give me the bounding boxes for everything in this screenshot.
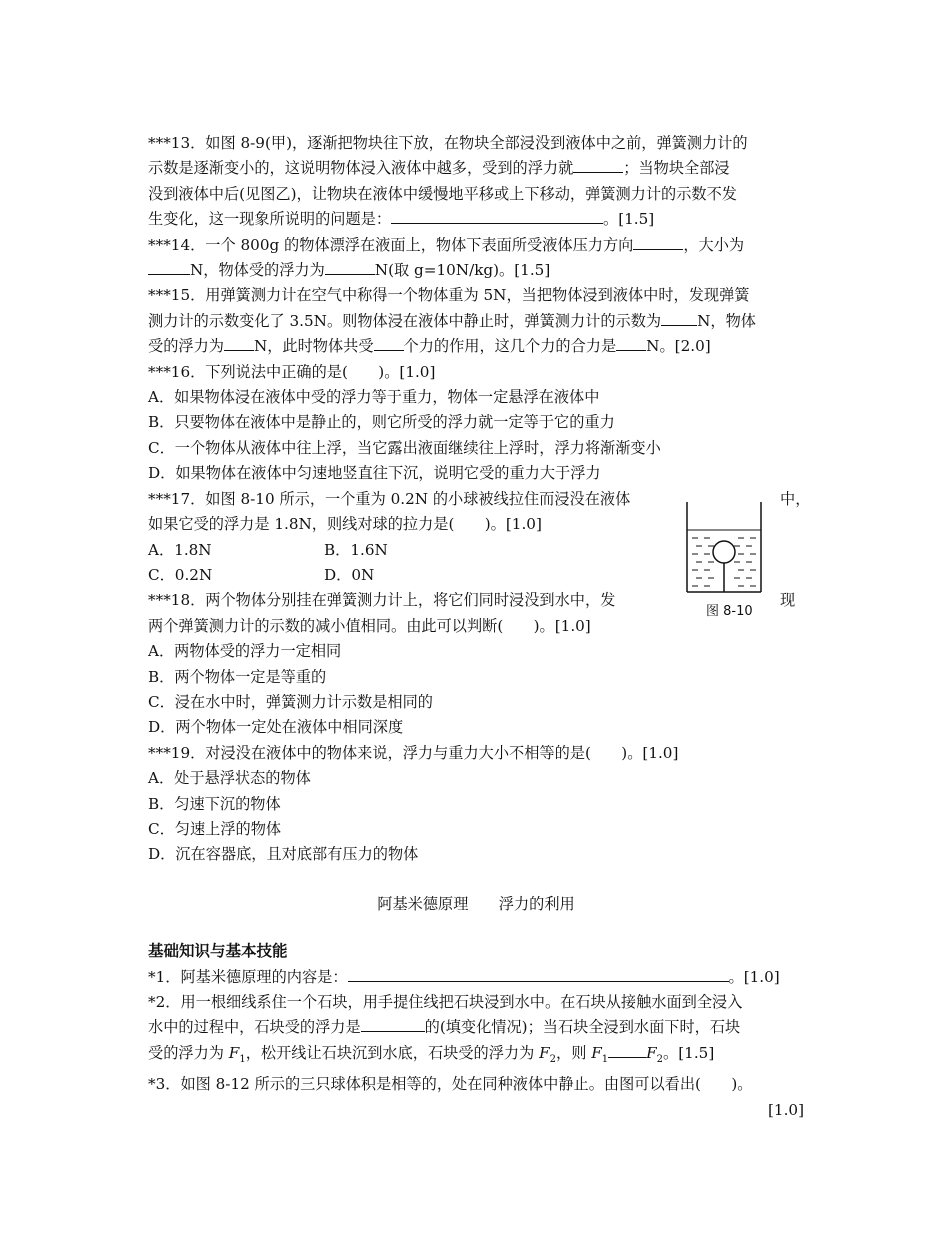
q15-text: 受的浮力为 (148, 337, 224, 356)
q15-text: 个力的作用，这几个力的合力是 (403, 337, 617, 356)
s2-line3 (148, 1041, 804, 1072)
q16-stem: ***16．下列说法中正确的是( )。[1.0] (148, 362, 436, 381)
q14-blank-2[interactable] (148, 260, 190, 275)
f-symbol: F (228, 1043, 240, 1062)
q15-blank-4[interactable] (616, 336, 646, 351)
q15-line2 (148, 309, 804, 334)
s2-blank-1[interactable] (361, 1017, 425, 1032)
q13-blank-1[interactable] (573, 158, 623, 173)
q18-option-d[interactable]: D．两个物体一定处在液体中相同深度 (148, 718, 404, 737)
page-content (148, 131, 811, 1123)
q13-text: ；当物块全部浸 (623, 159, 730, 178)
q16-option-b[interactable]: B．只要物体在液体中是静止的，则它所受的浮力就一定等于它的重力 (148, 413, 615, 432)
s3-line2: [1.0] (767, 1100, 804, 1119)
s2-blank-2[interactable] (608, 1043, 646, 1058)
q17-option-a[interactable]: A．1.8N (148, 540, 212, 559)
s1-blank[interactable] (348, 967, 729, 982)
q18-option-c[interactable]: C．浸在水中时，弹簧测力计示数是相同的 (148, 692, 433, 711)
q16-option-a[interactable]: A．如果物体浸在液体中受的浮力等于重力，物体一定悬浮在液体中 (148, 388, 600, 407)
section-title: 阿基米德原理 浮力的利用 (377, 894, 575, 913)
subscript: 2 (549, 1053, 556, 1065)
s2-line1: *2．用一根细线系住一个石块，用手提住线把石块浸到水中。在石块从接触水面到全浸入 (148, 993, 743, 1011)
q18-text-tail: 现 (780, 591, 796, 610)
q16-option-c[interactable]: C．一个物体从液体中往上浮，当它露出液面继续往上浮时，浮力将渐渐变小 (148, 438, 661, 457)
q14-text: N，物体受的浮力为 (190, 261, 325, 280)
q14-text: N(取 g=10N/kg)。[1.5] (374, 261, 551, 280)
q13-line4 (148, 207, 804, 232)
q13-text: 。[1.5] (603, 210, 655, 229)
q13-text: 示数是逐渐变小的，这说明物体浸入液体中越多，受到的浮力就 (148, 159, 574, 178)
s2-text: 受的浮力为 (148, 1043, 229, 1062)
f-symbol: F (646, 1043, 657, 1062)
q17-text-tail: 中， (780, 489, 811, 508)
q14-blank-3[interactable] (325, 260, 375, 275)
q17-option-d[interactable]: D．0N (324, 565, 375, 584)
q15-line1: ***15．用弹簧测力计在空气中称得一个物体重为 5N，当把物体浸到液体中时，发现弹簧 (148, 286, 750, 305)
f-symbol: F (591, 1043, 602, 1062)
q13-line3: 没到液体中后(见图乙)，让物块在液体中缓慢地平移或上下移动，弹簧测力计的示数不发 (148, 184, 737, 203)
q17-option-b[interactable]: B．1.6N (324, 540, 388, 559)
s1-text: *1．阿基米德原理的内容是： (148, 967, 348, 986)
q15-blank-2[interactable] (224, 336, 254, 351)
q15-text: N，此时物体共受 (253, 337, 374, 356)
q15-blank-3[interactable] (374, 336, 404, 351)
figure-caption: 图 8-10 (706, 604, 753, 619)
q15-text: 测力计的示数变化了 3.5N。则物体浸在液体中静止时，弹簧测力计的示数为 (148, 311, 662, 330)
subscript: 1 (601, 1053, 609, 1065)
q13-blank-2[interactable] (391, 209, 603, 224)
q13-line2 (148, 156, 804, 181)
q18-option-a[interactable]: A．两物体受的浮力一定相同 (148, 642, 342, 661)
q19-stem: ***19．对浸没在液体中的物体来说，浮力与重力大小不相等的是( )。[1.0] (148, 743, 679, 762)
s3-line1: *3．如图 8-12 所示的三只球体积是相等的，处在同种液体中静止。由图可以看出( )。 (148, 1075, 753, 1094)
f-symbol: F (539, 1043, 550, 1062)
q14-line2 (148, 258, 804, 283)
q15-text: N。[2.0] (646, 337, 711, 356)
s2-text: ，松开线让石块沉到水底，石块受的浮力为 (245, 1043, 540, 1062)
q13-line1: ***13．如图 8-9(甲)，逐渐把物块往下放，在物块全部浸没到液体中之前，弹簧测力计的 (148, 134, 748, 152)
q14-text: ***14．一个 800g 的物体漂浮在液面上，物体下表面所受液体压力方向 (148, 235, 634, 254)
q17-text: ***17．如图 8-10 所示，一个重为 0.2N 的小球被线拉住而浸没在液体 (148, 489, 631, 508)
q14-line1 (148, 233, 804, 258)
q14-blank-1[interactable] (633, 235, 683, 250)
s2-line2 (148, 1015, 804, 1040)
s1-text: 。[1.0] (728, 967, 780, 986)
q18-text: ***18．两个物体分别挂在弹簧测力计上，将它们同时浸没到水中，发 (148, 591, 616, 610)
s2-text: ，则 (556, 1043, 592, 1062)
q16-option-d[interactable]: D．如果物体在液体中匀速地竖直往下沉，说明它受的重力大于浮力 (148, 464, 601, 483)
q17-option-c[interactable]: C．0.2N (148, 565, 213, 584)
q14-text: ，大小为 (683, 235, 745, 254)
s2-text: 水中的过程中，石块受的浮力是 (148, 1018, 361, 1037)
q19-option-a[interactable]: A．处于悬浮状态的物体 (148, 769, 311, 788)
s1-line (148, 965, 804, 990)
subsection-heading: 基础知识与基本技能 (148, 942, 288, 961)
q15-text: N，物体 (697, 311, 756, 330)
ball (713, 541, 735, 563)
q17-line2: 如果它受的浮力是 1.8N，则线对球的拉力是( )。[1.0] (148, 515, 542, 534)
q19-option-d[interactable]: D．沉在容器底，且对底部有压力的物体 (148, 845, 419, 864)
q19-option-c[interactable]: C．匀速上浮的物体 (148, 819, 282, 838)
s2-text: 的(填变化情况)；当石块全浸到水面下时，石块 (424, 1018, 741, 1037)
q18-line2: 两个弹簧测力计的示数的减小值相同。由此可以判断( )。[1.0] (148, 616, 591, 635)
subscript: 2 (656, 1053, 664, 1065)
s2-text: 。[1.5] (663, 1043, 715, 1062)
subscript: 1 (239, 1053, 246, 1065)
q13-text: 生变化，这一现象所说明的问题是： (148, 210, 391, 229)
q15-blank-1[interactable] (661, 311, 697, 326)
q15-line3 (148, 334, 804, 359)
q18-option-b[interactable]: B．两个物体一定是等重的 (148, 667, 327, 686)
q19-option-b[interactable]: B．匀速下沉的物体 (148, 794, 281, 813)
